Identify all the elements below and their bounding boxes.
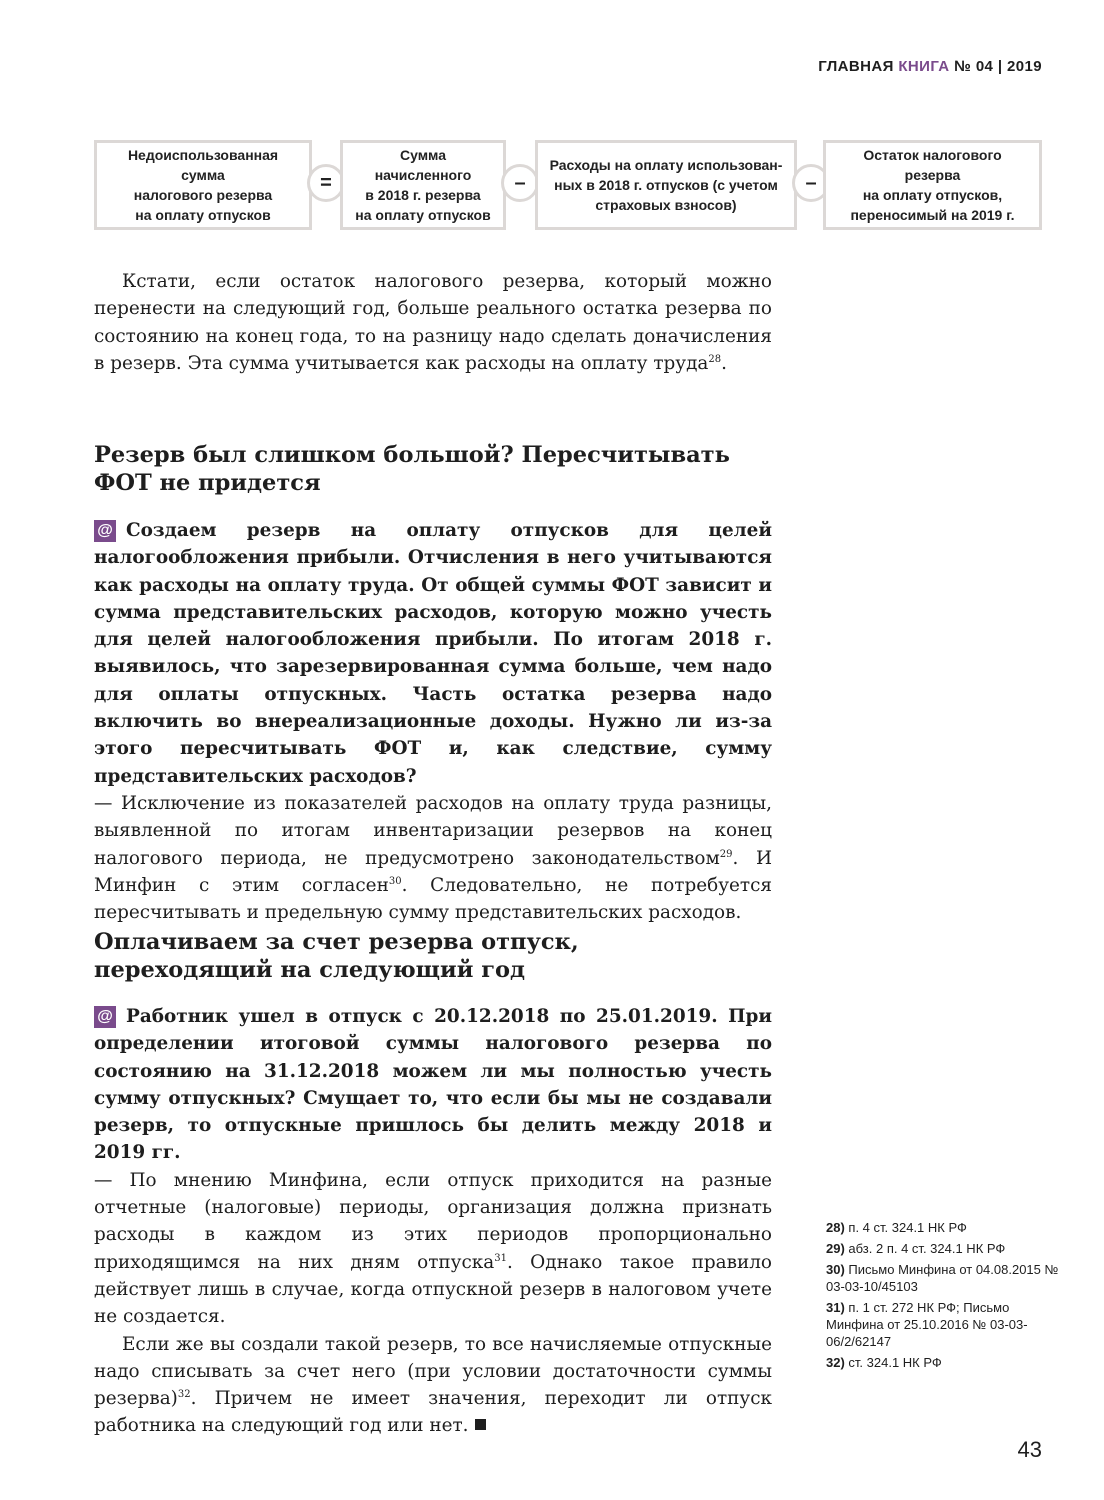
expert-answer: — Исключение из показателей расходов на оплату труда разницы, выявленной по итогам инвентаризации резервов на конец налогового периода, не предусмотрено законодательством$^{29}$. И Минфин с этим согласен$^{30}$. Следовательно, не потребуется пересчитывать и предельную сумму представительских расходов. <box>94 792 773 924</box>
reader-question: @ Работник ушел в отпуск с 20.12.2018 по 25.01.2019. При определении итоговой суммы налогового резерва по состоянию на 31.12.2018 можем ли мы полностью учесть сумму отпускных? Смущает то, что если бы мы не создавали резерв, то отпускные пришлось бы делить между 2018 и 2019 гг. <box>94 1006 772 1164</box>
section-reserve-too-large <box>94 441 772 926</box>
reserve-formula <box>94 140 1042 236</box>
question-at-icon: @ <box>94 520 116 542</box>
formula-box-accrued-reserve: Сумма начисленного в 2018 г. резерва на оплату отпусков <box>340 140 506 230</box>
footnote: 30) Письмо Минфина от 04.08.2015 № 03-03-10/45103 <box>826 1262 1059 1294</box>
masthead-title: ГЛАВНАЯ <box>818 58 894 75</box>
footnote: 29) абз. 2 п. 4 ст. 324.1 НК РФ <box>826 1241 1006 1256</box>
reader-question: @ Создаем резерв на оплату отпусков для целей налогообложения прибыли. Отчисления в него учитываются как расходы на оплату труда. От общей суммы ФОТ зависит и сумма представительских расходов, которую можно учесть для целей налогообложения прибыли. По итогам 2018 г. выявилось, что зарезервированная сумма больше, чем надо для оплаты отпускных. Часть остатка резерва надо включить во внереализационные доходы. Нужно ли из-за этого пересчитывать ФОТ и, как следствие, сумму представительских расходов? <box>94 520 772 787</box>
closing-paragraph: Если же вы создали такой резерв, то все начисляемые отпускные надо списывать за счет него (при условии достаточности суммы резерва)$^{32}$. Причем не имеет значения, переходит ли отпуск работника на следующий год или нет. <box>94 1333 772 1437</box>
intro-paragraph: Кстати, если остаток налогового резерва, который можно перенести на следующий год, больше реального остатка резерва по состоянию на конец года, то на разницу надо сделать доначисления в резерв. Эта сумма учитывается как расходы на оплату труда$^{28}$. <box>94 271 772 374</box>
formula-box-carried-reserve: Остаток налогового резерва на оплату отпусков, переносимый на 2019 г. <box>823 140 1042 230</box>
masthead-title-accent: КНИГА <box>898 58 950 75</box>
formula-box-unused-amount: Недоиспользованная сумма налогового резерва на оплату отпусков <box>94 140 312 230</box>
expert-answer: — По мнению Минфина, если отпуск приходится на разные отчетные (налоговые) периоды, организация должна признать расходы в каждом из этих периодов пропорционально приходящимся на них дням отпуска$^{31}$. Однако такое правило действует лишь в случае, когда отпускной резерв в налоговом учете не создается. <box>94 1169 773 1328</box>
minus-operator-2: – <box>792 164 830 202</box>
minus-operator-1: – <box>501 164 539 202</box>
page-number: 43 <box>1017 1437 1042 1462</box>
formula-box-used-vacations: Расходы на оплату использован- ных в 2018 г. отпусков (с учетом страховых взносов) <box>535 140 797 230</box>
footnote: 31) п. 1 ст. 272 НК РФ; Письмо Минфина от 25.10.2016 № 03-03-06/2/62147 <box>826 1300 1028 1349</box>
end-of-article-mark <box>475 1419 486 1430</box>
footnote-ref: 28 <box>708 353 722 365</box>
equals-operator: = <box>307 164 345 202</box>
question-at-icon: @ <box>94 1006 116 1028</box>
masthead-issue: № 04 | 2019 <box>954 58 1042 75</box>
footnotes <box>826 1219 1066 1375</box>
section-heading: Резерв был слишком большой? Пересчитывать ФОТ не придется <box>94 442 730 496</box>
publication-masthead <box>818 58 1042 75</box>
footnote: 32) ст. 324.1 НК РФ <box>826 1355 942 1370</box>
section-heading: Оплачиваем за счет резерва отпуск, переходящий на следующий год <box>94 929 579 983</box>
footnote: 28) п. 4 ст. 324.1 НК РФ <box>826 1220 967 1235</box>
section-vacation-carryover <box>94 928 772 1440</box>
